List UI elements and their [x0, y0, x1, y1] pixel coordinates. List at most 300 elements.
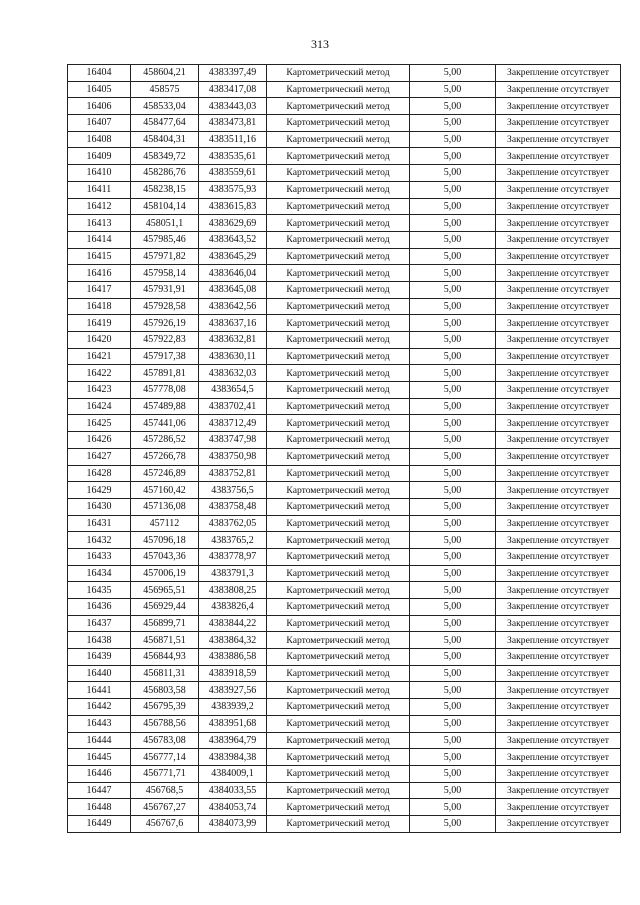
- table-row: [68, 181, 621, 198]
- point-number-cell: 16426: [68, 432, 131, 449]
- fixing-status-cell: Закрепление отсутствует: [496, 498, 621, 515]
- method-cell: Картометрический метод: [267, 432, 410, 449]
- x-coordinate-cell: 457160,42: [131, 482, 199, 499]
- accuracy-cell: 5,00: [410, 599, 496, 616]
- fixing-status-cell: Закрепление отсутствует: [496, 165, 621, 182]
- fixing-status-cell: Закрепление отсутствует: [496, 548, 621, 565]
- table-row: [68, 815, 621, 832]
- point-number-cell: 16418: [68, 298, 131, 315]
- point-number-cell: 16423: [68, 382, 131, 399]
- accuracy-cell: 5,00: [410, 515, 496, 532]
- fixing-status-cell: Закрепление отсутствует: [496, 365, 621, 382]
- table-row: [68, 615, 621, 632]
- table-row: [68, 699, 621, 716]
- fixing-status-cell: Закрепление отсутствует: [496, 382, 621, 399]
- y-coordinate-cell: 4383632,81: [199, 332, 267, 349]
- method-cell: Картометрический метод: [267, 582, 410, 599]
- point-number-cell: 16444: [68, 732, 131, 749]
- fixing-status-cell: Закрепление отсутствует: [496, 715, 621, 732]
- accuracy-cell: 5,00: [410, 265, 496, 282]
- table-row: [68, 582, 621, 599]
- x-coordinate-cell: 457985,46: [131, 231, 199, 248]
- table-row: [68, 365, 621, 382]
- method-cell: Картометрический метод: [267, 165, 410, 182]
- point-number-cell: 16439: [68, 649, 131, 666]
- accuracy-cell: 5,00: [410, 565, 496, 582]
- y-coordinate-cell: 4383762,05: [199, 515, 267, 532]
- accuracy-cell: 5,00: [410, 248, 496, 265]
- page-number: 313: [311, 37, 329, 51]
- accuracy-cell: 5,00: [410, 365, 496, 382]
- table-row: [68, 298, 621, 315]
- y-coordinate-cell: 4383747,98: [199, 432, 267, 449]
- fixing-status-cell: Закрепление отсутствует: [496, 348, 621, 365]
- fixing-status-cell: Закрепление отсутствует: [496, 482, 621, 499]
- table-row: [68, 248, 621, 265]
- point-number-cell: 16417: [68, 281, 131, 298]
- fixing-status-cell: Закрепление отсутствует: [496, 98, 621, 115]
- method-cell: Картометрический метод: [267, 332, 410, 349]
- method-cell: Картометрический метод: [267, 515, 410, 532]
- method-cell: Картометрический метод: [267, 548, 410, 565]
- y-coordinate-cell: 4383964,79: [199, 732, 267, 749]
- accuracy-cell: 5,00: [410, 115, 496, 132]
- method-cell: Картометрический метод: [267, 498, 410, 515]
- accuracy-cell: 5,00: [410, 482, 496, 499]
- table-row: [68, 165, 621, 182]
- table-row: [68, 515, 621, 532]
- y-coordinate-cell: 4383443,03: [199, 98, 267, 115]
- x-coordinate-cell: 456771,71: [131, 765, 199, 782]
- table-row: [68, 281, 621, 298]
- accuracy-cell: 5,00: [410, 432, 496, 449]
- method-cell: Картометрический метод: [267, 782, 410, 799]
- table-row: [68, 81, 621, 98]
- y-coordinate-cell: 4384073,99: [199, 815, 267, 832]
- y-coordinate-cell: 4383750,98: [199, 448, 267, 465]
- point-number-cell: 16427: [68, 448, 131, 465]
- table-row: [68, 465, 621, 482]
- x-coordinate-cell: 458575: [131, 81, 199, 98]
- y-coordinate-cell: 4383778,97: [199, 548, 267, 565]
- method-cell: Картометрический метод: [267, 565, 410, 582]
- point-number-cell: 16424: [68, 398, 131, 415]
- point-number-cell: 16409: [68, 148, 131, 165]
- y-coordinate-cell: 4383927,56: [199, 682, 267, 699]
- fixing-status-cell: Закрепление отсутствует: [496, 765, 621, 782]
- fixing-status-cell: Закрепление отсутствует: [496, 181, 621, 198]
- y-coordinate-cell: 4383654,5: [199, 382, 267, 399]
- accuracy-cell: 5,00: [410, 98, 496, 115]
- fixing-status-cell: Закрепление отсутствует: [496, 265, 621, 282]
- x-coordinate-cell: 457286,52: [131, 432, 199, 449]
- x-coordinate-cell: 457112: [131, 515, 199, 532]
- table-row: [68, 565, 621, 582]
- fixing-status-cell: Закрепление отсутствует: [496, 599, 621, 616]
- x-coordinate-cell: 456767,6: [131, 815, 199, 832]
- accuracy-cell: 5,00: [410, 165, 496, 182]
- accuracy-cell: 5,00: [410, 765, 496, 782]
- method-cell: Картометрический метод: [267, 615, 410, 632]
- x-coordinate-cell: 456965,51: [131, 582, 199, 599]
- fixing-status-cell: Закрепление отсутствует: [496, 432, 621, 449]
- accuracy-cell: 5,00: [410, 298, 496, 315]
- method-cell: Картометрический метод: [267, 665, 410, 682]
- method-cell: Картометрический метод: [267, 732, 410, 749]
- y-coordinate-cell: 4383473,81: [199, 115, 267, 132]
- point-number-cell: 16408: [68, 131, 131, 148]
- accuracy-cell: 5,00: [410, 815, 496, 832]
- method-cell: Картометрический метод: [267, 532, 410, 549]
- point-number-cell: 16434: [68, 565, 131, 582]
- fixing-status-cell: Закрепление отсутствует: [496, 649, 621, 666]
- x-coordinate-cell: 456899,71: [131, 615, 199, 632]
- method-cell: Картометрический метод: [267, 148, 410, 165]
- point-number-cell: 16448: [68, 799, 131, 816]
- accuracy-cell: 5,00: [410, 749, 496, 766]
- x-coordinate-cell: 456803,58: [131, 682, 199, 699]
- point-number-cell: 16419: [68, 315, 131, 332]
- x-coordinate-cell: 457928,58: [131, 298, 199, 315]
- fixing-status-cell: Закрепление отсутствует: [496, 215, 621, 232]
- x-coordinate-cell: 458238,15: [131, 181, 199, 198]
- table-row: [68, 65, 621, 82]
- point-number-cell: 16430: [68, 498, 131, 515]
- point-number-cell: 16429: [68, 482, 131, 499]
- method-cell: Картометрический метод: [267, 649, 410, 666]
- table-row: [68, 198, 621, 215]
- accuracy-cell: 5,00: [410, 281, 496, 298]
- method-cell: Картометрический метод: [267, 198, 410, 215]
- y-coordinate-cell: 4383808,25: [199, 582, 267, 599]
- coordinates-table-body: [68, 65, 621, 833]
- table-row: [68, 498, 621, 515]
- method-cell: Картометрический метод: [267, 215, 410, 232]
- fixing-status-cell: Закрепление отсутствует: [496, 699, 621, 716]
- y-coordinate-cell: 4383791,3: [199, 565, 267, 582]
- fixing-status-cell: Закрепление отсутствует: [496, 398, 621, 415]
- coordinates-table: [67, 64, 621, 833]
- method-cell: Картометрический метод: [267, 765, 410, 782]
- x-coordinate-cell: 457266,78: [131, 448, 199, 465]
- method-cell: Картометрический метод: [267, 248, 410, 265]
- y-coordinate-cell: 4383642,56: [199, 298, 267, 315]
- fixing-status-cell: Закрепление отсутствует: [496, 749, 621, 766]
- point-number-cell: 16411: [68, 181, 131, 198]
- point-number-cell: 16425: [68, 415, 131, 432]
- y-coordinate-cell: 4383397,49: [199, 65, 267, 82]
- table-row: [68, 115, 621, 132]
- fixing-status-cell: Закрепление отсутствует: [496, 65, 621, 82]
- accuracy-cell: 5,00: [410, 799, 496, 816]
- accuracy-cell: 5,00: [410, 682, 496, 699]
- accuracy-cell: 5,00: [410, 615, 496, 632]
- accuracy-cell: 5,00: [410, 231, 496, 248]
- accuracy-cell: 5,00: [410, 398, 496, 415]
- method-cell: Картометрический метод: [267, 265, 410, 282]
- accuracy-cell: 5,00: [410, 348, 496, 365]
- point-number-cell: 16446: [68, 765, 131, 782]
- x-coordinate-cell: 456811,31: [131, 665, 199, 682]
- point-number-cell: 16438: [68, 632, 131, 649]
- x-coordinate-cell: 457922,83: [131, 332, 199, 349]
- table-row: [68, 482, 621, 499]
- method-cell: Картометрический метод: [267, 65, 410, 82]
- table-row: [68, 315, 621, 332]
- y-coordinate-cell: 4383575,93: [199, 181, 267, 198]
- x-coordinate-cell: 458604,21: [131, 65, 199, 82]
- point-number-cell: 16410: [68, 165, 131, 182]
- x-coordinate-cell: 456788,56: [131, 715, 199, 732]
- method-cell: Картометрический метод: [267, 231, 410, 248]
- fixing-status-cell: Закрепление отсутствует: [496, 315, 621, 332]
- point-number-cell: 16414: [68, 231, 131, 248]
- accuracy-cell: 5,00: [410, 632, 496, 649]
- method-cell: Картометрический метод: [267, 81, 410, 98]
- accuracy-cell: 5,00: [410, 465, 496, 482]
- method-cell: Картометрический метод: [267, 382, 410, 399]
- y-coordinate-cell: 4383844,22: [199, 615, 267, 632]
- method-cell: Картометрический метод: [267, 482, 410, 499]
- method-cell: Картометрический метод: [267, 98, 410, 115]
- point-number-cell: 16443: [68, 715, 131, 732]
- fixing-status-cell: Закрепление отсутствует: [496, 582, 621, 599]
- x-coordinate-cell: 457043,36: [131, 548, 199, 565]
- table-row: [68, 732, 621, 749]
- point-number-cell: 16413: [68, 215, 131, 232]
- fixing-status-cell: Закрепление отсутствует: [496, 248, 621, 265]
- fixing-status-cell: Закрепление отсутствует: [496, 148, 621, 165]
- accuracy-cell: 5,00: [410, 198, 496, 215]
- accuracy-cell: 5,00: [410, 148, 496, 165]
- point-number-cell: 16404: [68, 65, 131, 82]
- y-coordinate-cell: 4383864,32: [199, 632, 267, 649]
- fixing-status-cell: Закрепление отсутствует: [496, 782, 621, 799]
- method-cell: Картометрический метод: [267, 281, 410, 298]
- accuracy-cell: 5,00: [410, 448, 496, 465]
- point-number-cell: 16406: [68, 98, 131, 115]
- accuracy-cell: 5,00: [410, 81, 496, 98]
- point-number-cell: 16432: [68, 532, 131, 549]
- table-row: [68, 649, 621, 666]
- method-cell: Картометрический метод: [267, 415, 410, 432]
- table-row: [68, 415, 621, 432]
- x-coordinate-cell: 457926,19: [131, 315, 199, 332]
- fixing-status-cell: Закрепление отсутствует: [496, 298, 621, 315]
- fixing-status-cell: Закрепление отсутствует: [496, 515, 621, 532]
- table-row: [68, 265, 621, 282]
- x-coordinate-cell: 456777,14: [131, 749, 199, 766]
- x-coordinate-cell: 457136,08: [131, 498, 199, 515]
- table-row: [68, 532, 621, 549]
- fixing-status-cell: Закрепление отсутствует: [496, 615, 621, 632]
- accuracy-cell: 5,00: [410, 649, 496, 666]
- table-row: [68, 715, 621, 732]
- y-coordinate-cell: 4383559,61: [199, 165, 267, 182]
- fixing-status-cell: Закрепление отсутствует: [496, 632, 621, 649]
- method-cell: Картометрический метод: [267, 715, 410, 732]
- method-cell: Картометрический метод: [267, 599, 410, 616]
- x-coordinate-cell: 456767,27: [131, 799, 199, 816]
- point-number-cell: 16440: [68, 665, 131, 682]
- y-coordinate-cell: 4383752,81: [199, 465, 267, 482]
- point-number-cell: 16435: [68, 582, 131, 599]
- x-coordinate-cell: 457971,82: [131, 248, 199, 265]
- table-row: [68, 148, 621, 165]
- x-coordinate-cell: 457006,19: [131, 565, 199, 582]
- table-row: [68, 215, 621, 232]
- y-coordinate-cell: 4384053,74: [199, 799, 267, 816]
- accuracy-cell: 5,00: [410, 315, 496, 332]
- point-number-cell: 16433: [68, 548, 131, 565]
- point-number-cell: 16422: [68, 365, 131, 382]
- y-coordinate-cell: 4383643,52: [199, 231, 267, 248]
- accuracy-cell: 5,00: [410, 699, 496, 716]
- accuracy-cell: 5,00: [410, 131, 496, 148]
- point-number-cell: 16431: [68, 515, 131, 532]
- y-coordinate-cell: 4383637,16: [199, 315, 267, 332]
- point-number-cell: 16447: [68, 782, 131, 799]
- point-number-cell: 16416: [68, 265, 131, 282]
- fixing-status-cell: Закрепление отсутствует: [496, 115, 621, 132]
- accuracy-cell: 5,00: [410, 715, 496, 732]
- y-coordinate-cell: 4383632,03: [199, 365, 267, 382]
- fixing-status-cell: Закрепление отсутствует: [496, 448, 621, 465]
- fixing-status-cell: Закрепление отсутствует: [496, 815, 621, 832]
- method-cell: Картометрический метод: [267, 799, 410, 816]
- fixing-status-cell: Закрепление отсутствует: [496, 198, 621, 215]
- accuracy-cell: 5,00: [410, 582, 496, 599]
- method-cell: Картометрический метод: [267, 465, 410, 482]
- accuracy-cell: 5,00: [410, 782, 496, 799]
- method-cell: Картометрический метод: [267, 181, 410, 198]
- method-cell: Картометрический метод: [267, 815, 410, 832]
- point-number-cell: 16420: [68, 332, 131, 349]
- point-number-cell: 16415: [68, 248, 131, 265]
- fixing-status-cell: Закрепление отсутствует: [496, 231, 621, 248]
- table-row: [68, 131, 621, 148]
- point-number-cell: 16441: [68, 682, 131, 699]
- accuracy-cell: 5,00: [410, 498, 496, 515]
- method-cell: Картометрический метод: [267, 699, 410, 716]
- table-row: [68, 765, 621, 782]
- y-coordinate-cell: 4383417,08: [199, 81, 267, 98]
- x-coordinate-cell: 458533,04: [131, 98, 199, 115]
- method-cell: Картометрический метод: [267, 315, 410, 332]
- accuracy-cell: 5,00: [410, 65, 496, 82]
- table-row: [68, 348, 621, 365]
- table-row: [68, 398, 621, 415]
- x-coordinate-cell: 457958,14: [131, 265, 199, 282]
- table-row: [68, 98, 621, 115]
- method-cell: Картометрический метод: [267, 398, 410, 415]
- point-number-cell: 16445: [68, 749, 131, 766]
- x-coordinate-cell: 456768,5: [131, 782, 199, 799]
- x-coordinate-cell: 457489,88: [131, 398, 199, 415]
- point-number-cell: 16412: [68, 198, 131, 215]
- table-row: [68, 231, 621, 248]
- method-cell: Картометрический метод: [267, 632, 410, 649]
- fixing-status-cell: Закрепление отсутствует: [496, 415, 621, 432]
- x-coordinate-cell: 457917,38: [131, 348, 199, 365]
- fixing-status-cell: Закрепление отсутствует: [496, 532, 621, 549]
- x-coordinate-cell: 457891,81: [131, 365, 199, 382]
- accuracy-cell: 5,00: [410, 532, 496, 549]
- y-coordinate-cell: 4383765,2: [199, 532, 267, 549]
- accuracy-cell: 5,00: [410, 732, 496, 749]
- x-coordinate-cell: 456795,39: [131, 699, 199, 716]
- y-coordinate-cell: 4383702,41: [199, 398, 267, 415]
- table-row: [68, 548, 621, 565]
- method-cell: Картометрический метод: [267, 749, 410, 766]
- point-number-cell: 16437: [68, 615, 131, 632]
- x-coordinate-cell: 456844,93: [131, 649, 199, 666]
- y-coordinate-cell: 4383645,08: [199, 281, 267, 298]
- x-coordinate-cell: 457096,18: [131, 532, 199, 549]
- point-number-cell: 16407: [68, 115, 131, 132]
- y-coordinate-cell: 4383951,68: [199, 715, 267, 732]
- y-coordinate-cell: 4383918,59: [199, 665, 267, 682]
- fixing-status-cell: Закрепление отсутствует: [496, 131, 621, 148]
- y-coordinate-cell: 4383629,69: [199, 215, 267, 232]
- y-coordinate-cell: 4383630,11: [199, 348, 267, 365]
- accuracy-cell: 5,00: [410, 181, 496, 198]
- table-row: [68, 665, 621, 682]
- x-coordinate-cell: 456929,44: [131, 599, 199, 616]
- table-row: [68, 382, 621, 399]
- table-row: [68, 632, 621, 649]
- y-coordinate-cell: 4383826,4: [199, 599, 267, 616]
- method-cell: Картометрический метод: [267, 682, 410, 699]
- y-coordinate-cell: 4383511,16: [199, 131, 267, 148]
- point-number-cell: 16421: [68, 348, 131, 365]
- y-coordinate-cell: 4383939,2: [199, 699, 267, 716]
- y-coordinate-cell: 4384009,1: [199, 765, 267, 782]
- table-row: [68, 599, 621, 616]
- y-coordinate-cell: 4383645,29: [199, 248, 267, 265]
- point-number-cell: 16436: [68, 599, 131, 616]
- accuracy-cell: 5,00: [410, 548, 496, 565]
- method-cell: Картометрический метод: [267, 348, 410, 365]
- accuracy-cell: 5,00: [410, 415, 496, 432]
- method-cell: Картометрический метод: [267, 448, 410, 465]
- accuracy-cell: 5,00: [410, 332, 496, 349]
- x-coordinate-cell: 456871,51: [131, 632, 199, 649]
- accuracy-cell: 5,00: [410, 382, 496, 399]
- table-row: [68, 332, 621, 349]
- x-coordinate-cell: 458349,72: [131, 148, 199, 165]
- accuracy-cell: 5,00: [410, 665, 496, 682]
- method-cell: Картометрический метод: [267, 298, 410, 315]
- table-row: [68, 682, 621, 699]
- fixing-status-cell: Закрепление отсутствует: [496, 81, 621, 98]
- x-coordinate-cell: 458051,1: [131, 215, 199, 232]
- fixing-status-cell: Закрепление отсутствует: [496, 281, 621, 298]
- point-number-cell: 16428: [68, 465, 131, 482]
- accuracy-cell: 5,00: [410, 215, 496, 232]
- method-cell: Картометрический метод: [267, 131, 410, 148]
- y-coordinate-cell: 4383758,48: [199, 498, 267, 515]
- x-coordinate-cell: 457931,91: [131, 281, 199, 298]
- x-coordinate-cell: 457246,89: [131, 465, 199, 482]
- x-coordinate-cell: 457778,08: [131, 382, 199, 399]
- y-coordinate-cell: 4384033,55: [199, 782, 267, 799]
- y-coordinate-cell: 4383535,61: [199, 148, 267, 165]
- y-coordinate-cell: 4383712,49: [199, 415, 267, 432]
- table-row: [68, 782, 621, 799]
- y-coordinate-cell: 4383984,38: [199, 749, 267, 766]
- x-coordinate-cell: 457441,06: [131, 415, 199, 432]
